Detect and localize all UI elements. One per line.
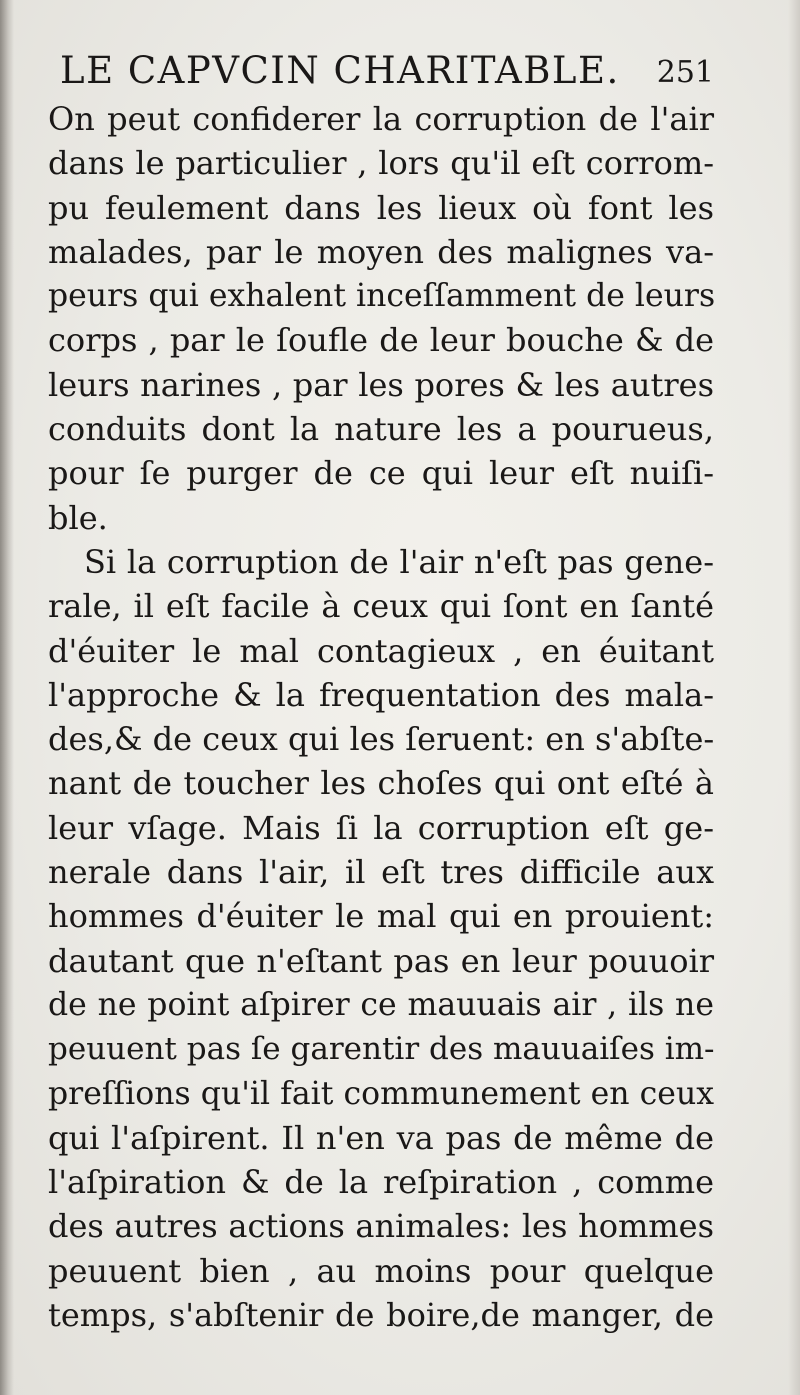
- text-line: pu feulement dans les lieux où font les: [48, 188, 714, 227]
- text-line: l'aſpiration & de la reſpiration , comme: [48, 1163, 714, 1202]
- running-head: [60, 46, 714, 96]
- running-title: LE CAPVCIN CHARITABLE.: [60, 49, 620, 92]
- text-line: leurs narines , par les pores & les autres: [48, 365, 714, 404]
- page-number: 251: [656, 55, 714, 90]
- text-line: corps , par le ſoufle de leur bouche & de: [48, 321, 714, 360]
- text-line: des,& de ceux qui les ſeruent: en s'abſte-: [48, 720, 715, 759]
- page-edge-shadow: [788, 0, 800, 1395]
- text-line: preſſions qu'il fait communement en ceux: [48, 1075, 714, 1112]
- body-text: [48, 97, 714, 1337]
- text-line: conduits dont la nature les a pourueus,: [48, 410, 714, 449]
- text-line: nerale dans l'air, il eſt tres difficile aux: [48, 853, 714, 892]
- text-line: leur vſage. Mais ſi la corruption eſt ge-: [48, 808, 714, 847]
- text-line: pour ſe purger de ce qui leur eſt nuiſi-: [48, 454, 714, 493]
- text-line: qui l'aſpirent. Il n'en va pas de même de: [48, 1118, 714, 1157]
- text-line: l'approche & la frequentation des mala-: [48, 675, 714, 714]
- text-line: nant de toucher les choſes qui ont eſté à: [48, 764, 714, 803]
- text-line: de ne point aſpirer ce mauuais air , ils ne: [48, 986, 714, 1023]
- text-line: des autres actions animales: les hommes: [48, 1207, 714, 1246]
- text-line: peuuent bien , au moins pour quelque: [48, 1251, 714, 1290]
- text-line: peuuent pas ſe garentir des mauuaiſes im-: [48, 1031, 715, 1068]
- text-line: d'éuiter le mal contagieux , en éuitant: [48, 631, 714, 670]
- text-line: rale, il eſt facile à ceux qui ſont en ſanté: [48, 587, 714, 626]
- text-line: malades, par le moyen des malignes va-: [48, 232, 714, 271]
- text-line: On peut confiderer la corruption de l'air: [48, 100, 714, 138]
- text-line: ble.: [48, 498, 108, 537]
- text-line: Si la corruption de l'air n'eſt pas gene-: [84, 542, 714, 581]
- text-line: temps, s'abſtenir de boire,de manger, de: [48, 1296, 714, 1335]
- text-line: peurs qui exhalent inceſſamment de leurs: [48, 278, 716, 315]
- text-line: hommes d'éuiter le mal qui en prouient:: [48, 897, 714, 936]
- text-line: dans le particulier , lors qu'il eſt corrom-: [48, 144, 714, 183]
- binding-shadow: [0, 0, 14, 1395]
- text-line: dautant que n'eſtant pas en leur pouuoir: [48, 941, 714, 980]
